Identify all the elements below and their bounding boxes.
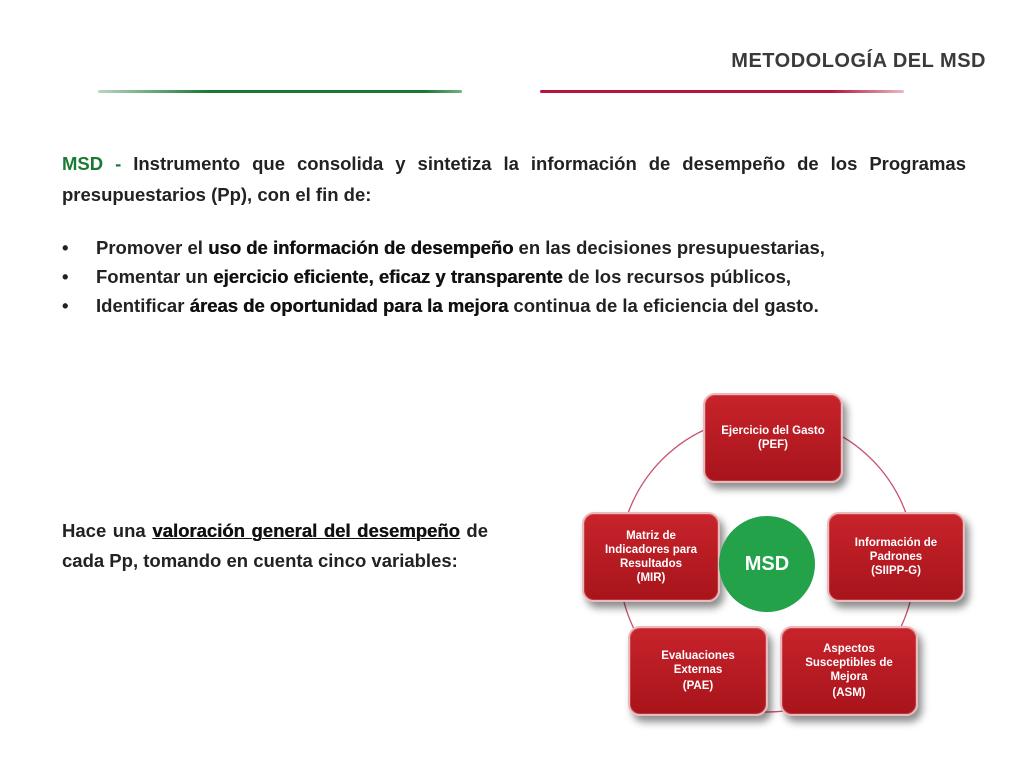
node-label: Ejercicio del Gasto — [721, 425, 825, 437]
bullet-text: en las decisiones presupuestarias, — [513, 237, 825, 258]
msd-center-circle: MSD — [719, 516, 815, 612]
node-label: Evaluaciones Externas — [661, 650, 735, 676]
bullet-text: Promover el — [96, 237, 209, 258]
bullet-text: Fomentar un — [96, 266, 214, 287]
node-abbr: (ASM) — [832, 687, 866, 699]
node-pef — [703, 393, 843, 483]
node-pae — [628, 626, 768, 716]
bullet-emphasis: áreas de oportunidad para la mejora — [189, 295, 509, 316]
node-abbr: (PEF) — [757, 439, 789, 451]
node-label: Aspectos Susceptibles de Mejora — [805, 643, 893, 683]
node-abbr: (MIR) — [636, 572, 666, 584]
bullet-text: continua de la eficiencia del gasto. — [508, 295, 819, 316]
bullet-emphasis: uso de información de desempeño — [208, 237, 514, 258]
node-siipp — [827, 512, 965, 602]
bullet-text: Identificar — [96, 295, 190, 316]
node-label: Matriz de Indicadores para Resultados — [604, 530, 698, 570]
side-text: Hace una — [62, 520, 153, 541]
side-text: de cada Pp, tomando en cuenta cinco variables: — [62, 520, 488, 571]
node-abbr: (PAE) — [682, 680, 714, 692]
node-asm — [780, 626, 918, 716]
intro-text: Instrumento que consolida y sintetiza la información de desempeño de los Programas presupuestarios (Pp), con el fin de: — [62, 153, 966, 205]
page-title: METODOLOGÍA DEL MSD — [731, 50, 986, 72]
bullet-emphasis: ejercicio eficiente, eficaz y transparente — [213, 266, 563, 287]
node-label: Información de Padrones — [854, 537, 938, 563]
bullet-text: de los recursos públicos, — [562, 266, 792, 287]
side-emphasis: valoración general del desempeño — [152, 520, 460, 541]
intro-lead: MSD - — [62, 153, 122, 174]
node-mir — [582, 512, 720, 602]
node-abbr: (SIIPP-G) — [871, 565, 921, 577]
